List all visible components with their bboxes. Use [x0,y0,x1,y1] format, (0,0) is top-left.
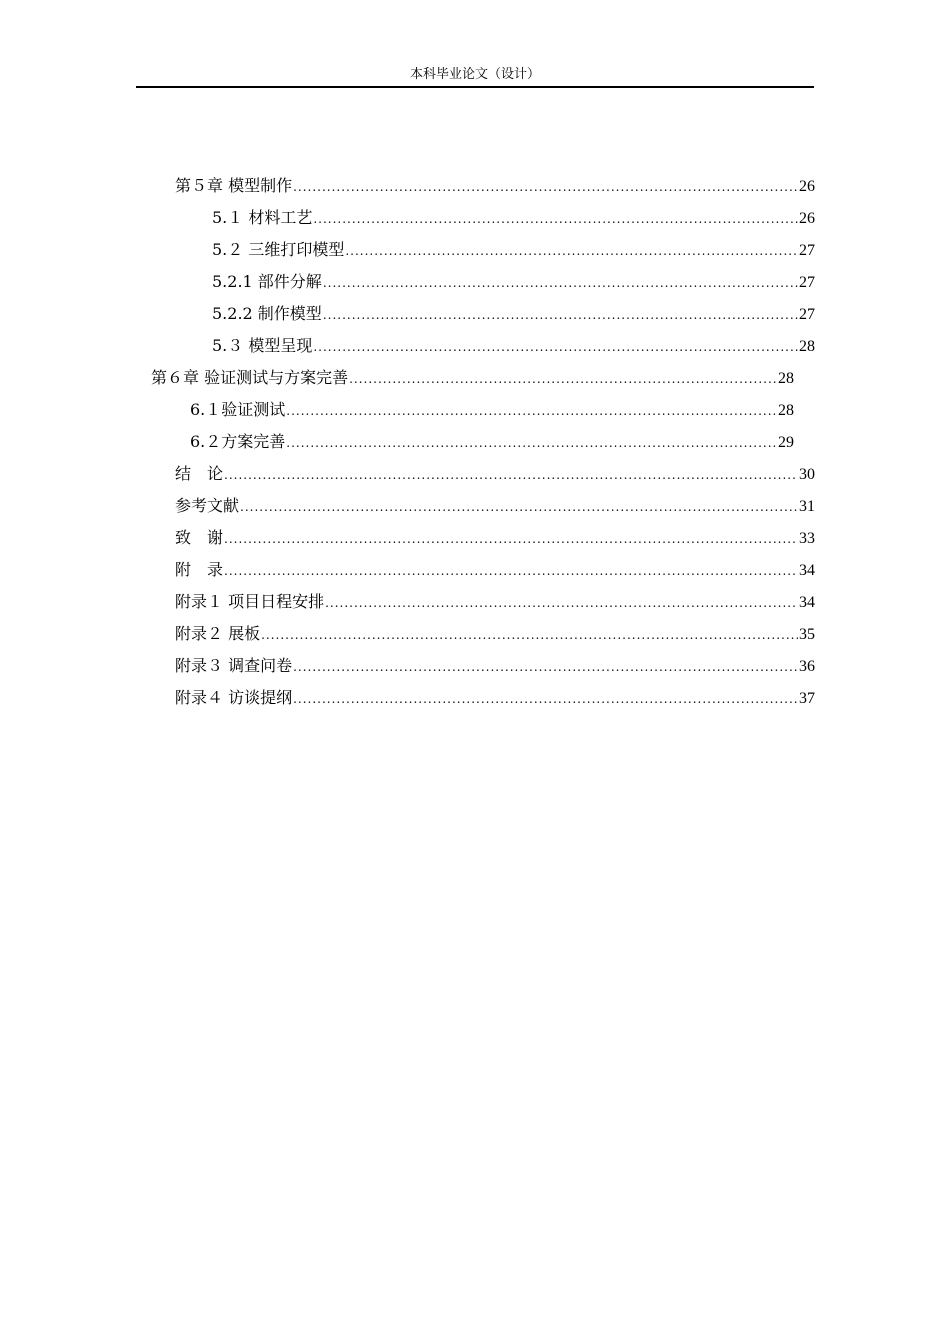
toc-entry-conclusion[interactable] [175,462,815,486]
toc-dot-leader [323,303,798,327]
toc-entry-page: 37 [799,690,815,707]
toc-entry-label: 5.2.2 制作模型 [212,304,322,323]
toc-entry-5-2-2[interactable] [212,302,815,326]
toc-entry-label: 附录２ 展板 [175,624,261,643]
toc-dot-leader [313,335,798,359]
toc-entry-page: 28 [778,370,794,387]
toc-entry-page: 27 [799,306,815,323]
toc-entry-page: 36 [799,658,815,675]
toc-entry-chapter-5[interactable] [175,174,815,198]
toc-dot-leader [240,495,798,519]
toc-dot-leader [224,527,798,551]
toc-entry-5-3[interactable] [212,334,815,358]
toc-entry-chapter-6[interactable] [151,366,794,390]
toc-entry-page: 29 [778,434,794,451]
toc-dot-leader [261,623,798,647]
toc-entry-page: 27 [799,242,815,259]
toc-dot-leader [286,399,777,423]
toc-entry-page: 35 [799,626,815,643]
toc-entry-appendix[interactable] [175,558,815,582]
toc-dot-leader [224,559,798,583]
toc-entry-page: 28 [799,338,815,355]
toc-entry-label: 第５章 模型制作 [175,176,293,195]
toc-dot-leader [293,175,798,199]
toc-dot-leader [286,431,777,455]
toc-entry-5-2-1[interactable] [212,270,815,294]
toc-entry-5-2[interactable] [212,238,815,262]
toc-entry-label: 致 谢 [175,528,224,547]
toc-dot-leader [293,687,798,711]
toc-entry-label: 参考文献 [175,496,240,515]
toc-entry-label: 第６章 验证测试与方案完善 [151,368,349,387]
toc-entry-label: 附 录 [175,560,224,579]
toc-entry-page: 34 [799,594,815,611]
toc-entry-label: 5.2.1 部件分解 [212,272,322,291]
toc-entry-label: 6.１验证测试 [190,400,286,419]
toc-entry-acknowledgements[interactable] [175,526,815,550]
toc-dot-leader [323,271,798,295]
toc-entry-page: 26 [799,210,815,227]
toc-entry-label: 6.２方案完善 [190,432,286,451]
toc-dot-leader [293,655,798,679]
toc-entry-6-1[interactable] [190,398,794,422]
toc-entry-appendix-1[interactable] [175,590,815,614]
toc-entry-page: 28 [778,402,794,419]
toc-dot-leader [313,207,798,231]
toc-entry-page: 33 [799,530,815,547]
toc-entry-label: 5.１ 材料工艺 [212,208,313,227]
toc-dot-leader [325,591,798,615]
toc-entry-page: 26 [799,178,815,195]
toc-entry-references[interactable] [175,494,815,518]
toc-entry-label: 5.２ 三维打印模型 [212,240,345,259]
toc-entry-label: 附录１ 项目日程安排 [175,592,325,611]
toc-dot-leader [349,367,777,391]
header-title: 本科毕业论文（设计） [409,67,540,82]
toc-entry-appendix-4[interactable] [175,686,815,710]
toc-entry-page: 31 [799,498,815,515]
toc-entry-label: 结 论 [175,464,224,483]
toc-dot-leader [345,239,798,263]
toc-entry-page: 30 [799,466,815,483]
toc-entry-6-2[interactable] [190,430,794,454]
toc-entry-appendix-2[interactable] [175,622,815,646]
toc-entry-label: 附录３ 调查问卷 [175,656,293,675]
toc-entry-page: 34 [799,562,815,579]
toc-dot-leader [224,463,798,487]
toc-entry-appendix-3[interactable] [175,654,815,678]
toc-entry-label: 附录４ 访谈提纲 [175,688,293,707]
toc-entry-page: 27 [799,274,815,291]
toc-entry-5-1[interactable] [212,206,815,230]
toc-entry-label: 5.３ 模型呈现 [212,336,313,355]
